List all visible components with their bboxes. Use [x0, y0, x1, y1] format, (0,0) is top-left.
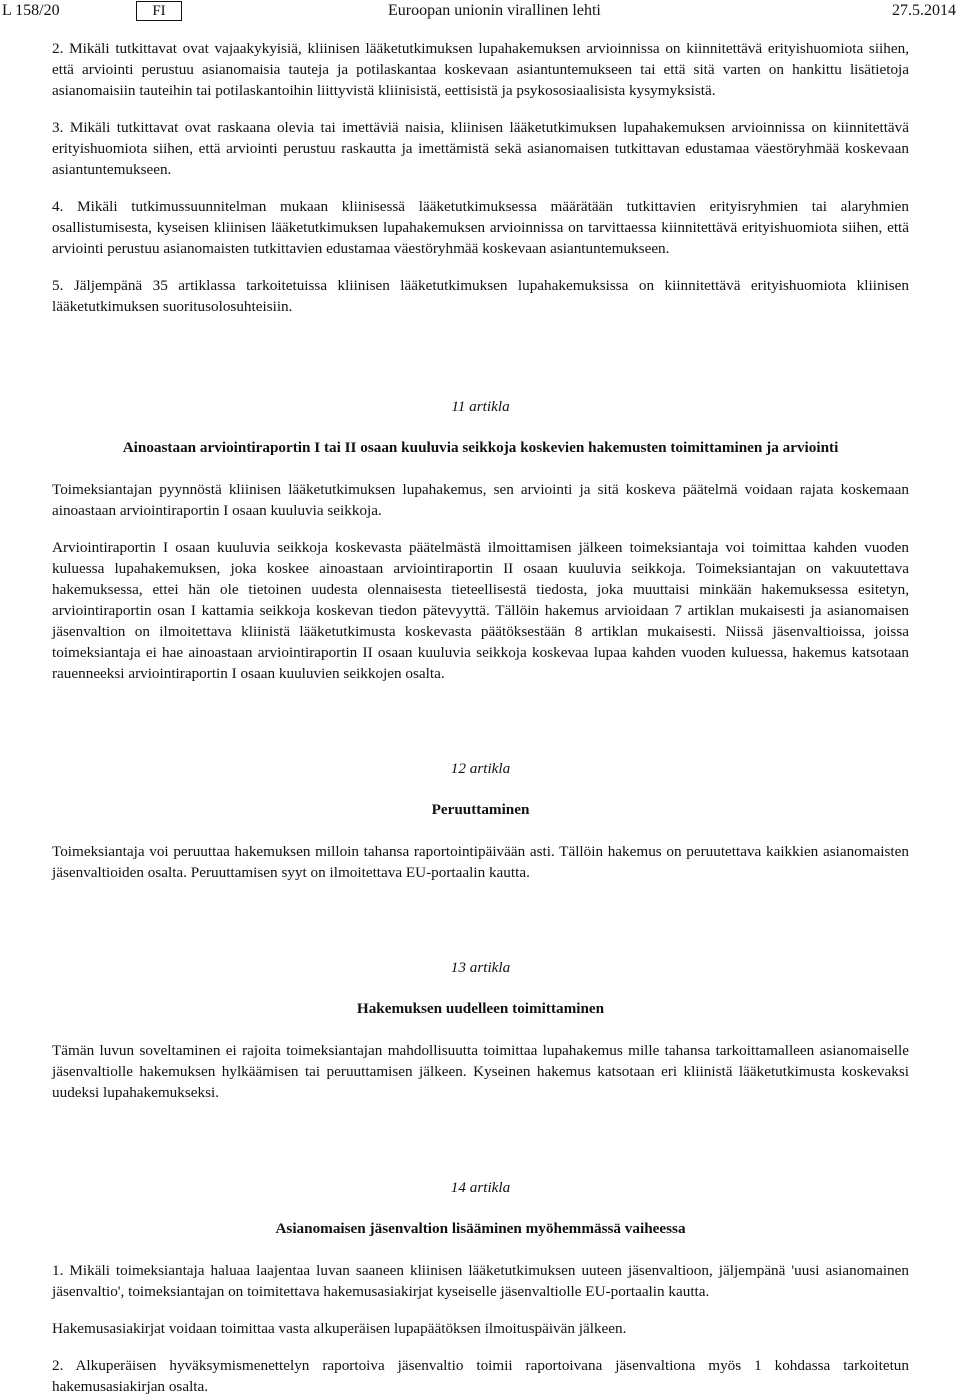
- paragraph: Toimeksiantaja voi peruuttaa hakemuksen milloin tahansa raportointipäivään asti. Tällöin hakemus on peruutettava kaikkien asianomaisten jäsenvaltioiden osalta. Peruuttamisen syyt on ilmoitettava EU-portaalin kautta.: [52, 843, 909, 881]
- paragraph: 3. Mikäli tutkittavat ovat raskaana olevia tai imettäviä naisia, kliinisen lääketutkimuksen lupahakemuksen arvioinnissa on kiinnitettävä erityishuomiota siihen, että arviointi perustuu raskautta ja imettämistä sekä asianomaisen tutkittavan edustamaa väestöryhmää koskevaan asiantuntemukseen.: [52, 119, 909, 178]
- paragraph: 2. Mikäli tutkittavat ovat vajaakykyisiä, kliinisen lääketutkimuksen lupahakemuksen arvioinnissa on kiinnitettävä erityishuomiota siihen, että arviointi perustuu asianomaisia tauteja ja potilaskantaa koskevaan asiantuntemukseen tai että sitä varten on hankittu lisätietoja asianomaisiin tauteihin tai potilaskantoihin liittyvistä kliinisistä, eettisistä ja psykososiaalisista kysymyksistä.: [52, 40, 909, 99]
- article-number: 13 artikla: [450, 959, 511, 976]
- paragraph: Tämän luvun soveltaminen ei rajoita toimeksiantajan mahdollisuutta toimittaa lupahakemus mille tahansa tarkoittamalleen asianomaiselle jäsenvaltiolle hakemuksen hylkäämisen tai peruuttamisen jälkeen. Kyseinen hakemus katsotaan eri kliinistä lääketutkimusta koskevaksi uudeksi lupahakemukseksi.: [52, 1042, 909, 1101]
- article-title: Ainoastaan arviointiraportin I tai II osaan kuuluvia seikkoja koskevien hakemusten toimittaminen ja arviointi: [122, 439, 839, 456]
- journal-title: Euroopan unionin virallinen lehti: [388, 2, 601, 19]
- publication-date: 27.5.2014: [892, 2, 956, 19]
- article-title: Peruuttaminen: [431, 801, 530, 818]
- paragraph: 2. Alkuperäisen hyväksymismenettelyn raportoiva jäsenvaltio toimii raportoivana jäsenvaltiona myös 1 kohdassa tarkoitetun hakemusasiakirjan osalta.: [52, 1357, 909, 1395]
- paragraph: 1. Mikäli toimeksiantaja haluaa laajentaa luvan saaneen kliinisen lääketutkimuksen uuteen jäsenvaltioon, jäljempänä 'uusi asianomainen jäsenvaltio', toimeksiantajan on toimitettava hakemusasiakirjat kyseiselle jäsenvaltiolle EU-portaalin kautta.: [52, 1262, 909, 1300]
- document-body: [52, 38, 909, 1397]
- paragraph: Toimeksiantajan pyynnöstä kliinisen lääketutkimuksen lupahakemus, sen arviointi ja sitä koskeva päätelmä voidaan rajata koskemaan ainoastaan arviointiraportin I osaan kuuluvia seikkoja.: [52, 481, 909, 519]
- paragraph: Hakemusasiakirjat voidaan toimittaa vasta alkuperäisen lupapäätöksen ilmoituspäivän jälkeen.: [52, 1320, 627, 1337]
- page-header: [0, 0, 960, 22]
- page-reference: L 158/20: [2, 2, 60, 19]
- language-code-box: FI: [136, 1, 182, 21]
- paragraph: 5. Jäljempänä 35 artiklassa tarkoitetuissa kliinisen lääketutkimuksen lupahakemuksissa on kiinnitettävä erityishuomiota kliinisen lääketutkimuksen suoritusolosuhteisiin.: [52, 277, 909, 315]
- article-number: 11 artikla: [451, 398, 510, 415]
- article-number: 14 artikla: [450, 1179, 511, 1196]
- article-title: Asianomaisen jäsenvaltion lisääminen myöhemmässä vaiheessa: [275, 1220, 686, 1237]
- article-title: Hakemuksen uudelleen toimittaminen: [356, 1000, 605, 1017]
- paragraph: Arviointiraportin I osaan kuuluvia seikkoja koskevasta päätelmästä ilmoittamisen jälkeen toimeksiantaja voi toimittaa kahden vuoden kuluessa lupahakemuksen, joka koskee ainoastaan arviointiraportin II osaan kuuluvia seikkoja. Toimeksiantajan on vakuutettava hakemuksessa, ettei hän ole tietoinen uudesta olennaisesta tieteellisestä tiedosta, joka muuttaisi minkään hakemuksessa esitetyn, arviointiraportin osan I kattamia seikkoja koskevan tiedon pätevyyttä. Tällöin hakemus arvioidaan 7 artiklan mukaisesti ja asianomaisen jäsenvaltion on ilmoitettava kliinistä lääketutkimusta koskevasta päätöksestään 8 artiklan mukaisesti. Niissä jäsenvaltioissa, joissa toimeksiantaja ei hae ainoastaan arviointiraportin II osaan kuuluvia seikkoja koskevaa lupaa kahden vuoden kuluessa, hakemus katsotaan rauenneeksi arviointiraportin I osaan kuuluvien seikkojen osalta.: [52, 539, 909, 682]
- paragraph: 4. Mikäli tutkimussuunnitelman mukaan kliinisessä lääketutkimuksessa määrätään tutkittavien erityisryhmien tai alaryhmien osallistumisesta, kyseisen kliinisen lääketutkimuksen lupahakemuksen arvioinnissa on tarvittaessa kiinnitettävä erityishuomiota siihen, että arviointi perustuu asianomaisten tutkittavien edustamaa väestöryhmää koskevaan asiantuntemukseen.: [52, 198, 909, 257]
- article-number: 12 artikla: [450, 760, 511, 777]
